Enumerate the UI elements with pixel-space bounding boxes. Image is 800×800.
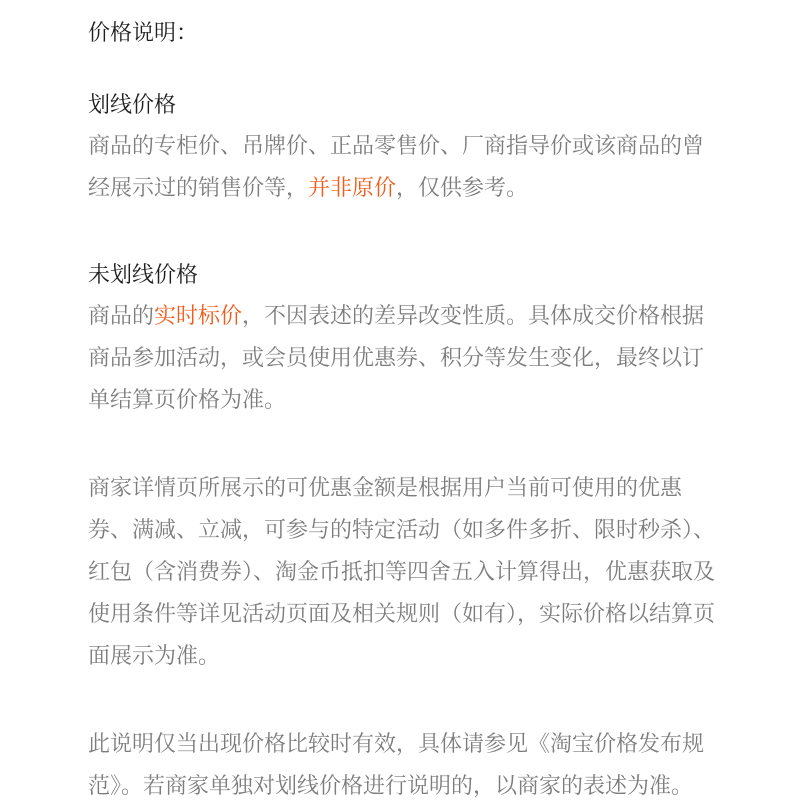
page-title: 价格说明：	[88, 21, 199, 46]
text-segment: ，不因表述的差异改变性质。具体成交价格根据商品参加活动，或会员使用优惠券、积分等发生变化，最终以订单结算页价格为准。	[88, 304, 705, 413]
highlight-text: 并非原价	[308, 176, 397, 201]
section-body-strikethrough-price	[88, 126, 720, 210]
discount-explanation-paragraph: 商家详情页所展示的可优惠金额是根据用户当前可使用的优惠券、满减、立减，可参与的特定活动（如多件多折、限时秒杀）、红包（含消费券）、淘金币抵扣等四舍五入计算得出，优惠获取及使用条件等详见活动页面及相关规则（如有），实际价格以结算页面展示为准。	[88, 476, 716, 669]
highlight-text: 实时标价	[154, 304, 243, 329]
validity-note-paragraph: 此说明仅当出现价格比较时有效，具体请参见《淘宝价格发布规范》。若商家单独对划线价格进行说明的，以商家的表述为准。	[88, 732, 705, 799]
section-heading-strikethrough-price: 划线价格	[88, 93, 177, 118]
text-segment: 商品的	[88, 304, 155, 329]
text-segment: ，仅供参考。	[396, 176, 529, 201]
text-segment: 商品的专柜价、吊牌价、正品零售价、厂商指导价或该商品的曾经展示过的销售价等，	[88, 134, 705, 201]
section-heading-non-strikethrough-price: 未划线价格	[88, 263, 199, 288]
section-body-non-strikethrough-price	[88, 296, 720, 422]
